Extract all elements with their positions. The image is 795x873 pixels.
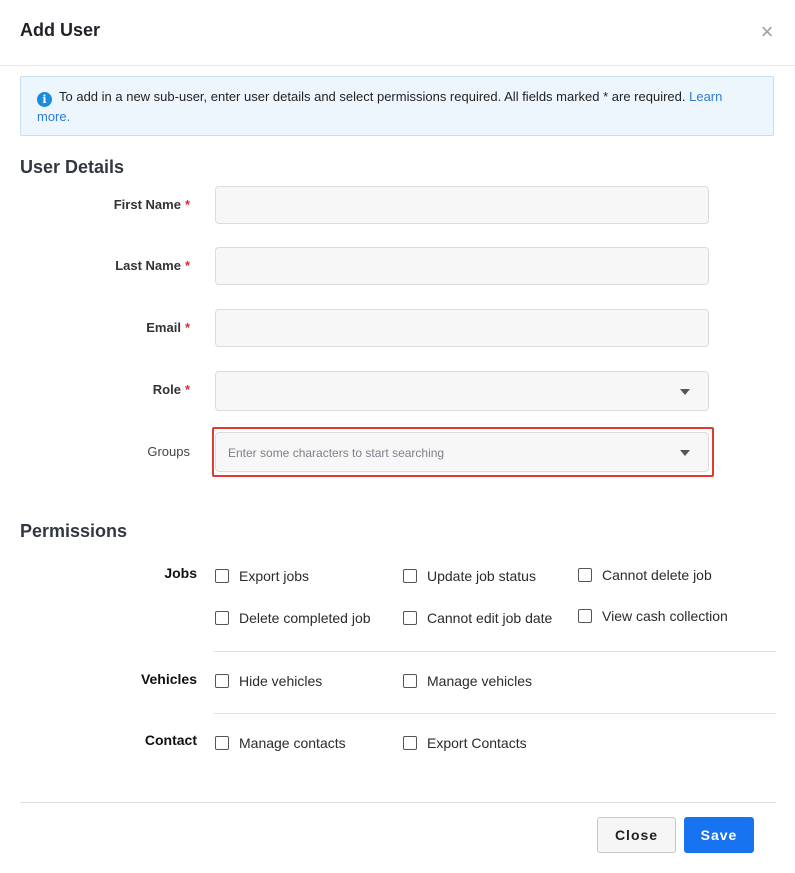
- checkbox-box[interactable]: [403, 611, 417, 625]
- email-input[interactable]: [215, 309, 709, 347]
- checkbox-export-contacts[interactable]: Export Contacts: [403, 735, 527, 751]
- checkbox-hide-vehicles[interactable]: Hide vehicles: [215, 673, 322, 689]
- checkbox-box[interactable]: [215, 674, 229, 688]
- required-mark: *: [184, 382, 190, 397]
- role-select[interactable]: [215, 371, 709, 411]
- chevron-down-icon: [680, 389, 690, 395]
- first-name-input[interactable]: [215, 186, 709, 224]
- info-banner: [20, 76, 774, 136]
- checkbox-box[interactable]: [578, 568, 592, 582]
- last-name-input[interactable]: [215, 247, 709, 285]
- checkbox-box[interactable]: [578, 609, 592, 623]
- jobs-label: Jobs: [164, 565, 197, 581]
- checkbox-cannot-edit-job-date[interactable]: Cannot edit job date: [403, 610, 552, 626]
- close-button[interactable]: Close: [597, 817, 676, 853]
- required-mark: *: [184, 320, 190, 335]
- checkbox-manage-contacts[interactable]: Manage contacts: [215, 735, 346, 751]
- checkbox-box[interactable]: [403, 569, 417, 583]
- close-icon[interactable]: ×: [760, 19, 774, 44]
- checkbox-delete-completed-job[interactable]: Delete completed job: [215, 610, 371, 626]
- checkbox-box[interactable]: [403, 736, 417, 750]
- groups-label: Groups: [147, 444, 190, 459]
- role-label: Role *: [152, 382, 190, 397]
- info-text: To add in a new sub-user, enter user details and select permissions required. All fields marked * are required.: [59, 89, 690, 104]
- modal-title: Add User: [20, 20, 101, 40]
- checkbox-manage-vehicles[interactable]: Manage vehicles: [403, 673, 532, 689]
- groups-select[interactable]: [215, 432, 709, 472]
- last-name-label: Last Name *: [115, 258, 190, 273]
- footer-divider: [20, 802, 776, 803]
- checkbox-box[interactable]: [215, 736, 229, 750]
- user-details-heading: User Details: [20, 157, 125, 177]
- email-label: Email *: [146, 320, 190, 335]
- checkbox-cannot-delete-job[interactable]: Cannot delete job: [578, 567, 712, 583]
- checkbox-box[interactable]: [215, 611, 229, 625]
- vehicles-label: Vehicles: [140, 671, 197, 687]
- first-name-label: First Name *: [113, 197, 190, 212]
- divider: [214, 651, 776, 652]
- divider: [214, 713, 776, 714]
- learn-more-link[interactable]: Learn more.: [37, 89, 723, 124]
- save-button[interactable]: Save: [684, 817, 754, 853]
- required-mark: *: [184, 197, 190, 212]
- modal-header: [0, 0, 795, 66]
- info-icon: i: [37, 92, 52, 107]
- contact-label: Contact: [144, 732, 197, 748]
- permissions-heading: Permissions: [20, 521, 128, 541]
- checkbox-update-job-status[interactable]: Update job status: [403, 568, 536, 584]
- required-mark: *: [184, 258, 190, 273]
- checkbox-view-cash-collection[interactable]: View cash collection: [578, 608, 728, 624]
- chevron-down-icon: [680, 450, 690, 456]
- groups-placeholder: Enter some characters to start searching: [228, 446, 445, 460]
- checkbox-box[interactable]: [215, 569, 229, 583]
- checkbox-box[interactable]: [403, 674, 417, 688]
- checkbox-export-jobs[interactable]: Export jobs: [215, 568, 309, 584]
